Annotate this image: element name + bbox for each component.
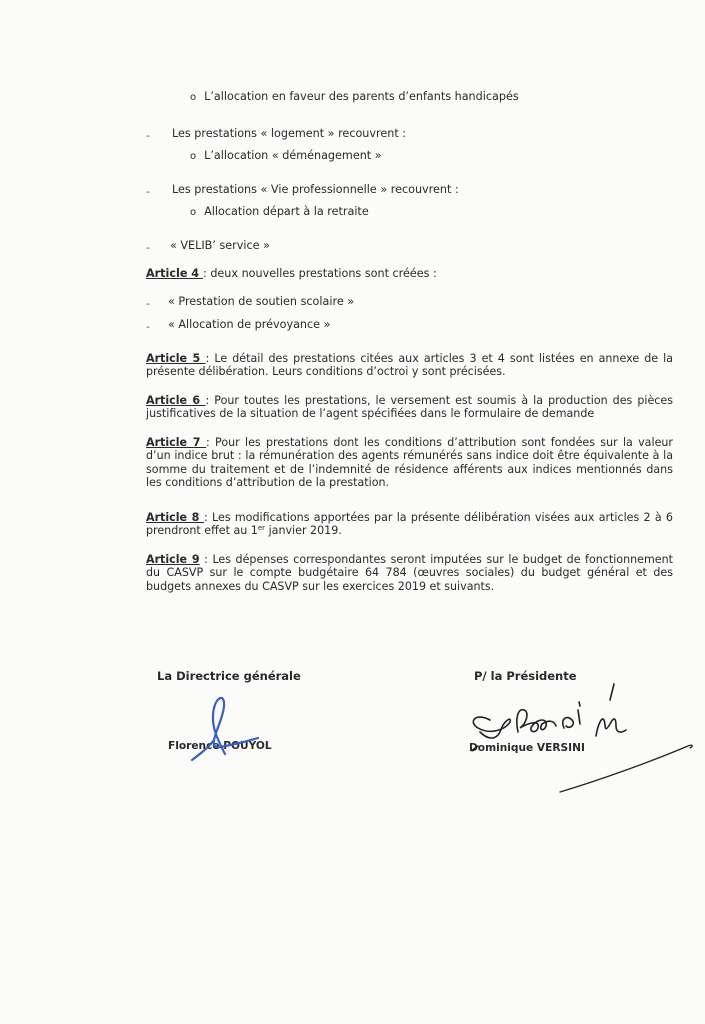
circle-bullet-icon: o xyxy=(190,151,197,162)
article-text: : deux nouvelles prestations sont créées : xyxy=(203,267,437,280)
signature-left-icon xyxy=(180,690,300,770)
article-text: : Les dépenses correspondantes seront imputées sur le budget de fonctionnement du CASVP sur le compte budgétaire 64 784 (œuvres sociales) du budget général et des budgets annexes du CASVP sur les exercices 2019 et suivants. xyxy=(146,553,673,593)
signatory-title-left: La Directrice générale xyxy=(157,669,301,683)
list-item: Les prestations « logement » recouvrent : xyxy=(172,127,407,140)
article-text: : Les modifications apportées par la présente délibération visées aux articles 2 à 6 prendront effet au 1 xyxy=(146,511,673,538)
article-6 xyxy=(146,394,673,421)
list-item: « VELIB’ service » xyxy=(170,239,270,252)
dash-bullet-icon: - xyxy=(146,297,150,310)
list-item: « Allocation de prévoyance » xyxy=(168,318,331,331)
article-text: : Pour toutes les prestations, le versement est soumis à la production des pièces justificatives de la situation de l’agent spécifiées dans le formulaire de demande xyxy=(146,394,673,421)
article-text: : Pour les prestations dont les conditions d’attribution sont fondées sur la valeur d’un indice brut : la rémunération des agents rémunérés sans indice doit être équivalente à la somme du traitement et de l’indemnité de résidence afférents aux indices mentionnés dans les conditions d’attribution de la prestation. xyxy=(146,436,673,490)
item-text: Allocation départ à la retraite xyxy=(204,205,369,218)
list-item: Les prestations « Vie professionnelle » recouvrent : xyxy=(172,183,459,196)
article-label: Article 8 xyxy=(146,511,204,524)
list-item xyxy=(190,149,382,164)
article-label: Article 7 xyxy=(146,436,207,449)
dash-bullet-icon: - xyxy=(146,241,150,254)
article-label: Article 4 xyxy=(146,267,203,280)
article-label: Article 5 xyxy=(146,352,206,365)
article-label: Article 6 xyxy=(146,394,206,407)
circle-bullet-icon: o xyxy=(190,92,197,103)
article-label: Article 9 xyxy=(146,553,200,566)
article-text-end: janvier 2019. xyxy=(265,524,342,538)
list-item xyxy=(190,205,369,220)
signatory-name-left: Florence POUYOL xyxy=(168,740,272,752)
item-text: L’allocation « déménagement » xyxy=(204,149,382,162)
dash-bullet-icon: - xyxy=(146,129,150,142)
signatory-name-right: Dominique VERSINI xyxy=(469,742,585,754)
list-item xyxy=(190,90,519,105)
signature-right-icon xyxy=(460,680,700,800)
signatory-title-right: P/ la Présidente xyxy=(474,669,577,683)
article-text: : Le détail des prestations citées aux articles 3 et 4 sont listées en annexe de la présente délibération. Leurs conditions d’octroi y sont précisées. xyxy=(146,352,674,379)
article-8 xyxy=(146,511,673,538)
article-7 xyxy=(146,436,673,490)
list-item: « Prestation de soutien scolaire » xyxy=(168,295,355,308)
circle-bullet-icon: o xyxy=(190,207,197,218)
dash-bullet-icon: - xyxy=(146,320,150,333)
dash-bullet-icon: - xyxy=(146,185,150,198)
article-5 xyxy=(146,352,673,379)
article-9 xyxy=(146,553,673,593)
item-text: L’allocation en faveur des parents d’enfants handicapés xyxy=(204,90,519,103)
ordinal-suffix: er xyxy=(257,524,266,533)
article-4 xyxy=(146,267,437,281)
